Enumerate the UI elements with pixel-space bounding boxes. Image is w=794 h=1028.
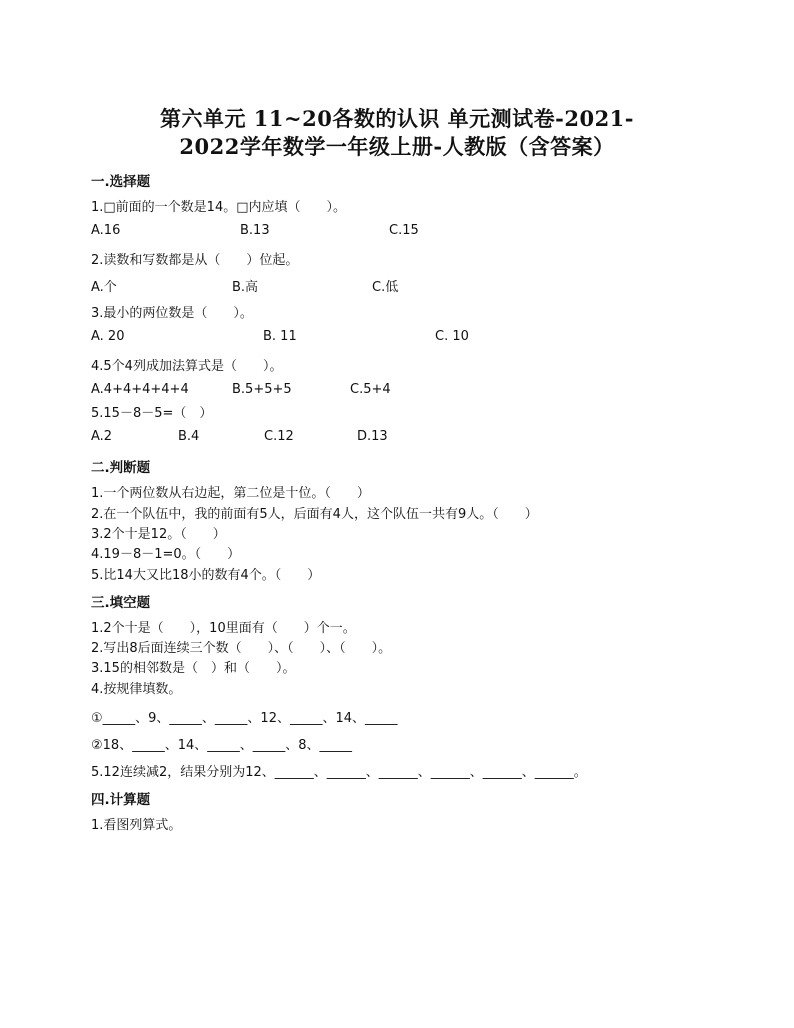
- calc-item: 1.看图列算式。: [91, 818, 182, 833]
- option-a: A. 20: [91, 329, 125, 344]
- judge-item: 3.2个十是12。（ ）: [91, 527, 226, 542]
- option-b: B.4: [178, 429, 200, 444]
- fill-item: ①_____、9、_____、_____、12、_____、14、_____: [91, 711, 398, 726]
- judge-item: 1.一个两位数从右边起，第二位是十位。（ ）: [91, 486, 370, 501]
- option-a: A.2: [91, 429, 113, 444]
- option-c: C.12: [264, 429, 294, 444]
- judge-item: 2.在一个队伍中，我的前面有5人，后面有4人，这个队伍一共有9人。（ ）: [91, 507, 538, 522]
- question-text: 4.5个4列成加法算式是（ ）。: [91, 359, 283, 374]
- option-a: A.4+4+4+4+4: [91, 382, 189, 397]
- question-text: 5.15－8－5=（ ）: [91, 406, 213, 421]
- option-a: A.16: [91, 223, 121, 238]
- option-b: B.高: [232, 280, 259, 295]
- judge-item: 5.比14大又比18小的数有4个。（ ）: [91, 568, 321, 583]
- section-heading-judge: 二.判断题: [91, 460, 151, 476]
- judge-item: 4.19－8－1=0。（ ）: [91, 547, 241, 562]
- exam-title-line1: 第六单元 11~20各数的认识 单元测试卷-2021-: [159, 106, 635, 131]
- section-heading-calc: 四.计算题: [91, 792, 151, 808]
- option-c: C. 10: [435, 329, 469, 344]
- option-c: C.15: [389, 223, 419, 238]
- fill-item: 2.写出8后面连续三个数（ ）、（ ）、（ ）。: [91, 641, 392, 656]
- fill-item: 5.12连续减2，结果分别为12、______、______、______、______、______、______。: [91, 765, 587, 780]
- fill-item: 1.2个十是（ ），10里面有（ ）个一。: [91, 621, 356, 636]
- fill-item: 4.按规律填数。: [91, 682, 182, 697]
- exam-title-line2: 2022学年数学一年级上册-人教版（含答案）: [179, 134, 615, 159]
- question-text: 1.□前面的一个数是14。□内应填（ ）。: [91, 200, 347, 215]
- option-c: C.5+4: [350, 382, 391, 397]
- fill-item: 3.15的相邻数是（ ）和（ ）。: [91, 661, 296, 676]
- option-c: C.低: [372, 280, 399, 295]
- option-b: B.13: [240, 223, 270, 238]
- option-b: B.5+5+5: [232, 382, 292, 397]
- question-text: 2.读数和写数都是从（ ）位起。: [91, 253, 299, 268]
- option-a: A.个: [91, 280, 117, 295]
- option-d: D.13: [357, 429, 388, 444]
- section-heading-fill: 三.填空题: [91, 595, 151, 611]
- fill-item: ②18、_____、14、_____、_____、8、_____: [91, 738, 353, 753]
- option-b: B. 11: [263, 329, 297, 344]
- question-text: 3.最小的两位数是（ ）。: [91, 306, 253, 321]
- section-heading-choice: 一.选择题: [91, 174, 151, 190]
